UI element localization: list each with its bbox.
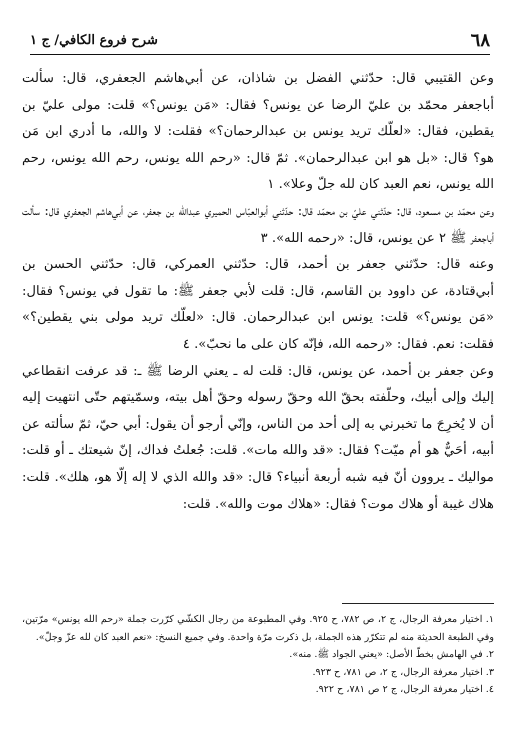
- footnote: ١. اختيار معرفة الرجال، ج ٢، ص ٧٨٢، ح ٩٢٥. وفي المطبوعة من رجال الكشّي كرّرت جملة «رحم الله يونس» مرّتين، وفي الطبعة الحديثة منه لم تتكرّر هذه الجملة، بل ذكرت مرّة واحدة. وفي جميع النسخ: «نعم العبد كان لله عزّ وجلّ».: [22, 614, 495, 643]
- paragraph: وعن جعفر بن أحمد، عن يونس، قال: قلت له ـ يعني الرضا ﷺ ـ: قد عرفت انقطاعي إليك وإلى أبيك، وحلّفته بحقّ الله وحقّ رسوله وحقّ أهل بيته، وسمّيتهم حتّى انتهيت إليه أن لا يُخرِجَ ما تخبرني به إلى أحد من الناس، وإنّي أرجو أن يقول: أبي حيّ، ثمّ سألته عن أبيه، أحَيٌّ هو أم ميّت؟ فقال: «قد والله مات». قلت: جُعلتُ فداك، إنّ شيعتك ـ أو قلت: مواليك ـ يروون أنّ فيه شبه أربعة أنبياء؟ قال: «قد والله الذي لا إله إلّا هو، هلك». قلت: هلاك غيبة أو هلاك موت؟ فقال: «هلاك موت والله». قلت:: [22, 363, 494, 512]
- footnote: ٢. في الهامش بخطّ الأصل: «يعني الجواد ﷺ. منه».: [289, 649, 494, 661]
- paragraph: وعن القتيبي قال: حدّثني الفضل بن شاذان، عن أبي‌هاشم الجعفري، قال: سألت أباجعفر محمّد بن عليّ الرضا عن يونس؟ فقال: «مَن يونس؟» قلت: مولى عليّ بن يقطين، فقال: «لعلّك تريد يونس بن عبدالرحمان؟» فقلت: لا والله، ما أدري ابن مَن هو؟ قال: «بل هو ابن عبدالرحمان». ثمّ قال: «رحم الله يونس، رحم الله يونس، رحم الله يونس، نعم العبد كان لله جلّ وعلا». ١: [22, 71, 494, 193]
- footnote: ٣. اختيار معرفة الرجال، ج ٢، ص ٧٨١، ح ٩٢٣.: [312, 666, 494, 678]
- page-header: [30, 30, 490, 55]
- main-text: [22, 66, 494, 518]
- running-title: شرح فروع الكافي/ ج ١: [30, 33, 158, 48]
- page-number: ٦٨: [470, 30, 490, 51]
- footnote-divider: [342, 603, 494, 604]
- footnotes: [22, 611, 494, 699]
- footnote: ٤. اختيار معرفة الرجال، ج ٢ ص ٧٨١، ح ٩٢٢.: [315, 684, 494, 696]
- paragraph: وعن محمّد بن مسعود، قال: حدّثني عليّ بن محمّد قال: حدّثني أبوالعبّاس الحميري عبدالله بن جعفر، عن أبي‌هاشم الجعفري قال: سألت أباجعفر ﷺ ٢ عن يونس، قال: «رحمه الله». ٣: [22, 203, 494, 246]
- paragraph: وعنه قال: حدّثني جعفر بن أحمد، قال: حدّثني العمركي، قال: حدّثني الحسن بن أبي‌قتادة، عن داوود بن القاسم، قال: قلت لأبي جعفر ﷺ: ما تقول في يونس؟ فقال: «مَن يونس؟» قلت: يونس ابن عبدالرحمان. قال: «لعلّك تريد مولى بني يقطين؟» فقلت: نعم. فقال: «رحمه الله، فإنّه كان على ما نحبّ». ٤: [22, 257, 494, 352]
